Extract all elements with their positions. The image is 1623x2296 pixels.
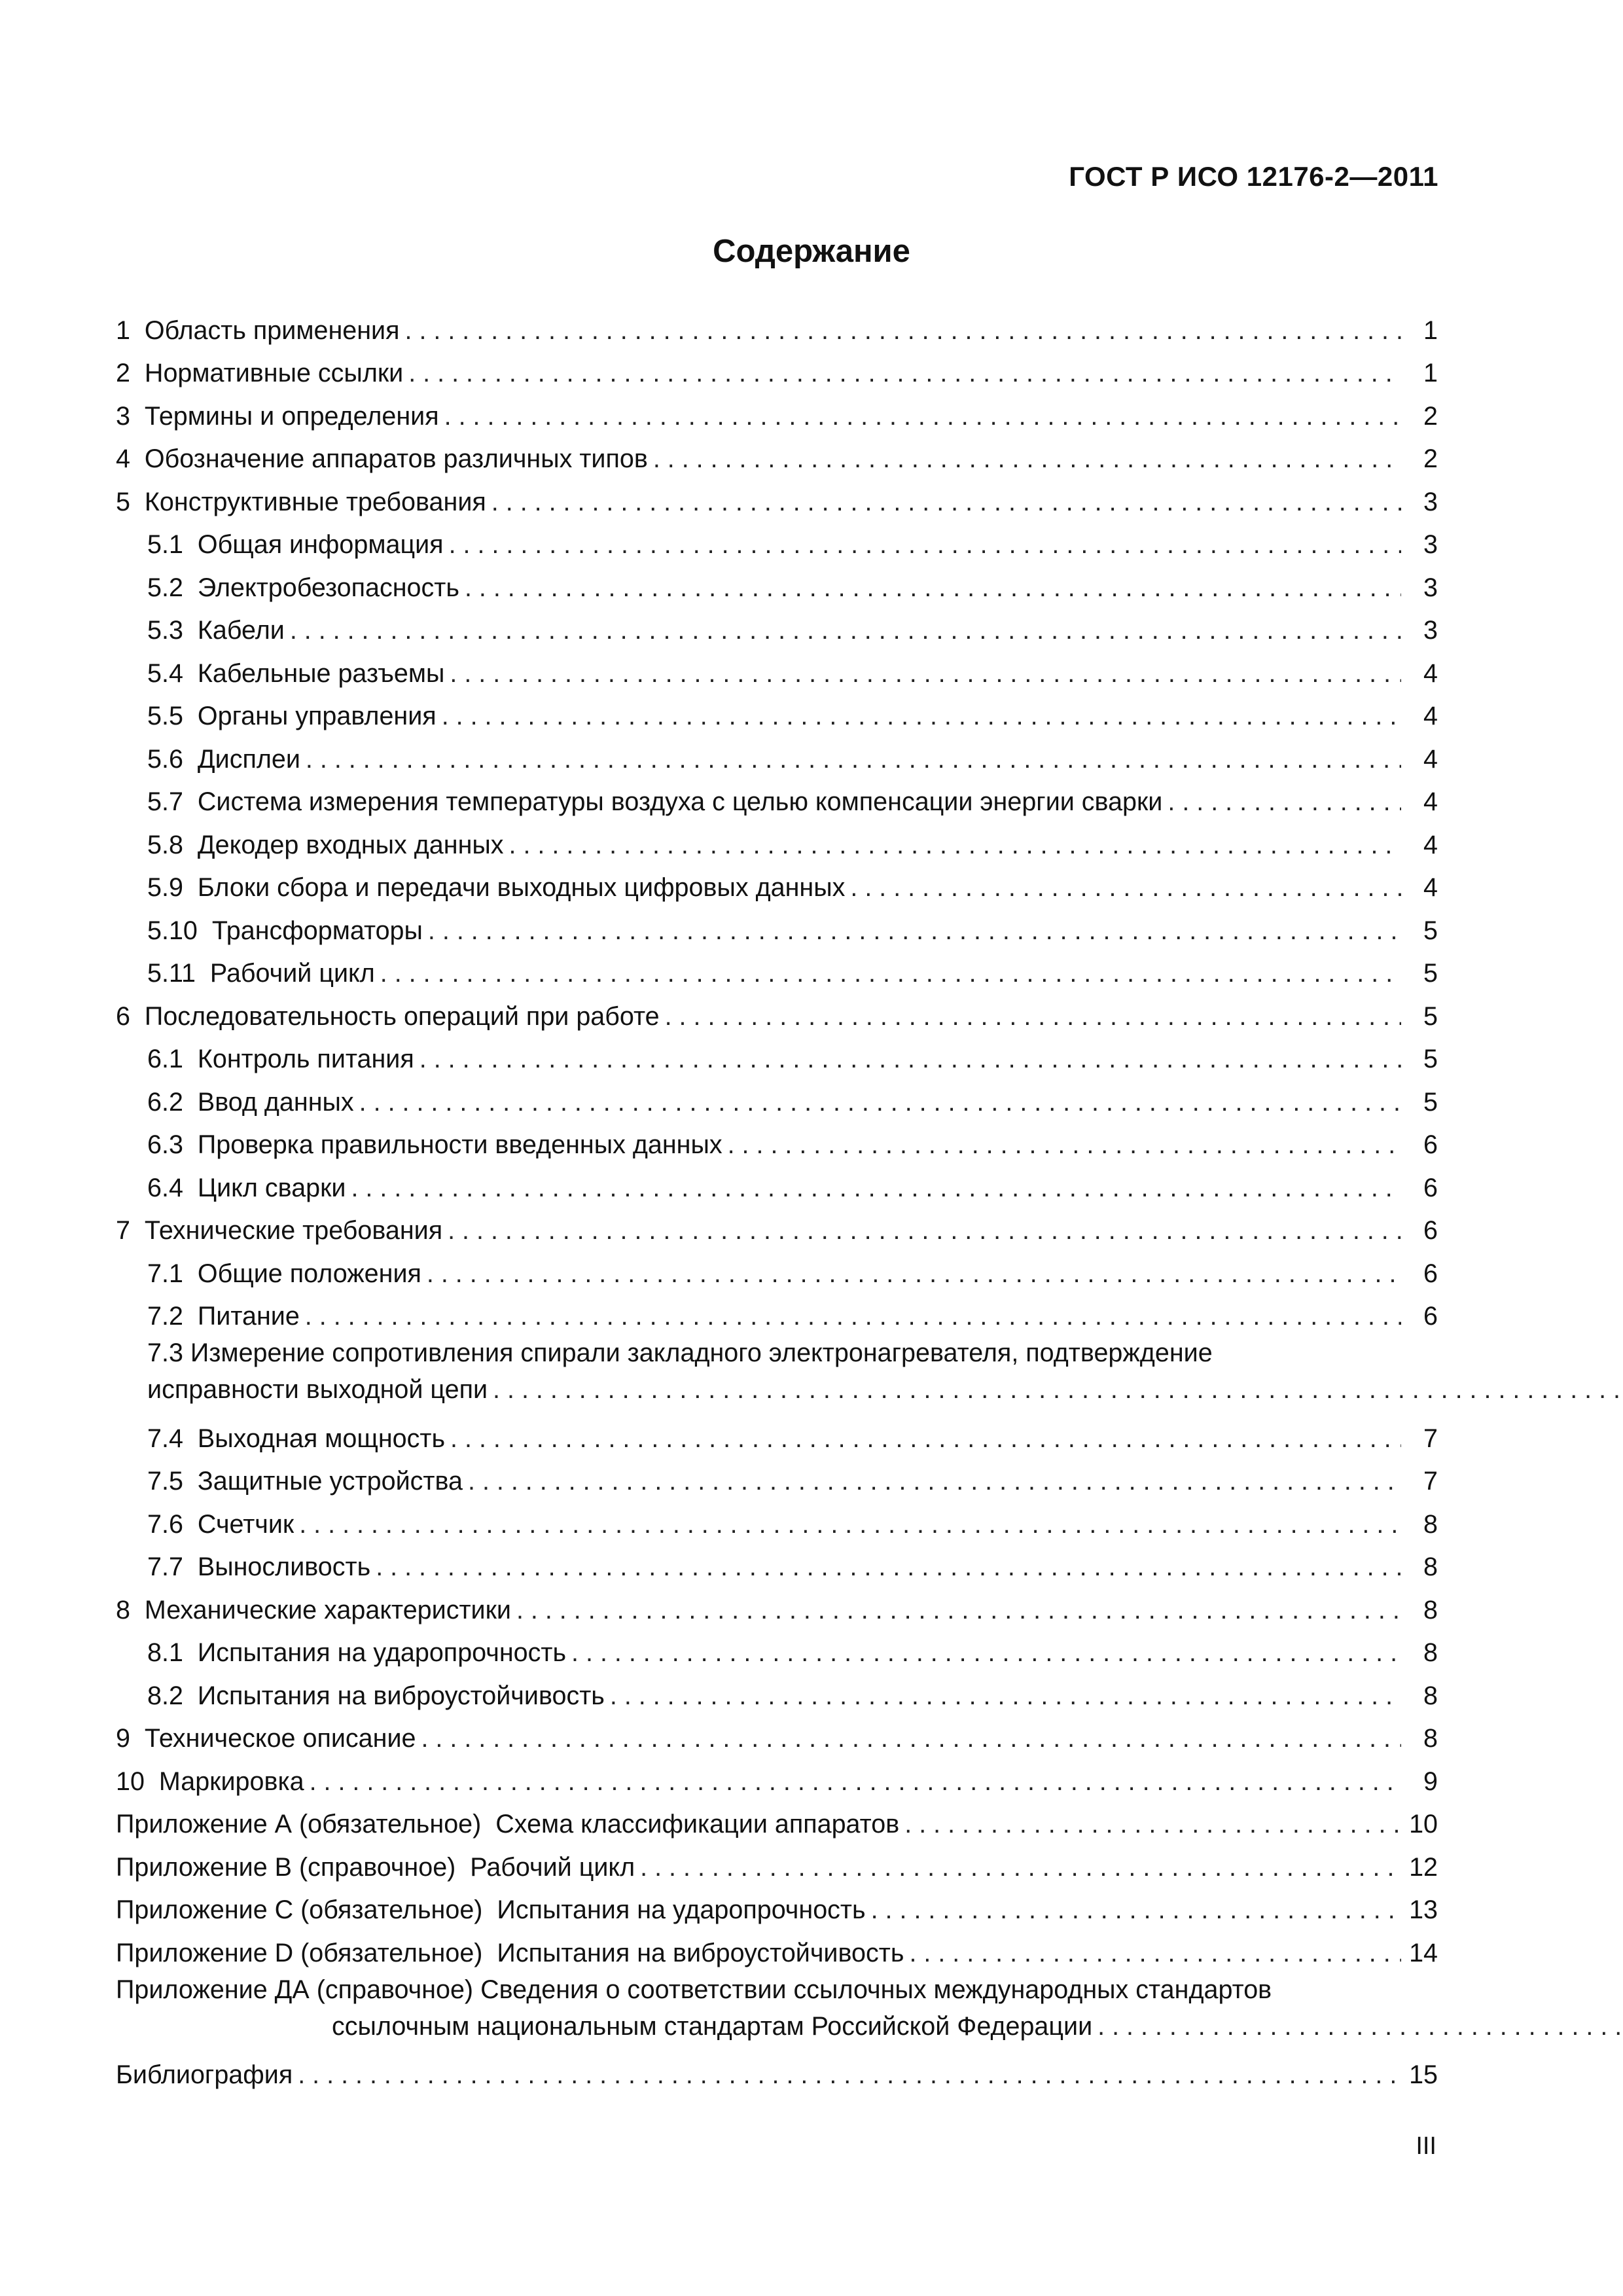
leader-dots: [298, 2059, 1401, 2090]
leader-dots: [306, 744, 1401, 775]
toc-entry-page: 4: [1423, 658, 1438, 688]
toc-entry-title: Технические требования: [144, 1216, 443, 1245]
toc-entry[interactable]: [116, 1712, 1438, 1755]
toc-entry-number: 1: [116, 315, 130, 345]
toc-entry-number: 5.7: [147, 787, 183, 816]
toc-entry-title: Электробезопасность: [197, 573, 459, 602]
toc-entry-page: 1: [1423, 315, 1438, 345]
toc-entry-number: 3: [116, 401, 130, 431]
toc-entry-page: 5: [1423, 1087, 1438, 1117]
toc-entry-number: 5.10: [147, 916, 198, 945]
toc-entry-title: Выносливость: [197, 1552, 371, 1581]
leader-dots: [359, 1086, 1401, 1118]
toc-entry-page: 5: [1423, 1045, 1438, 1073]
toc-entry-page: 7: [1423, 1424, 1438, 1453]
leader-dots: [516, 1594, 1401, 1626]
toc-entry-number: 5.3: [147, 616, 183, 645]
toc-entry-page: 5: [1423, 916, 1438, 945]
leader-dots: [449, 529, 1401, 560]
toc-entry-number: 6.4: [147, 1173, 183, 1202]
toc-entry-title: Рабочий цикл: [209, 959, 375, 988]
leader-dots: [665, 1001, 1401, 1032]
toc-entry[interactable]: [116, 989, 1438, 1032]
leader-dots: [427, 1258, 1401, 1289]
leader-dots: [299, 1509, 1401, 1540]
toc-entry-appendix-da[interactable]: [116, 1969, 1438, 2048]
leader-dots: [491, 486, 1401, 518]
toc-entry[interactable]: [116, 903, 1438, 946]
toc-entry-title: Защитные устройства: [197, 1467, 463, 1496]
toc-entry[interactable]: [116, 560, 1438, 603]
toc-entry-number: 5.1: [147, 530, 183, 559]
toc-entry-title: Термины и определения: [144, 401, 439, 431]
toc-entry-title: Библиография: [116, 2060, 293, 2089]
toc-entry-title: Рабочий цикл: [470, 1852, 635, 1882]
toc-entry[interactable]: [116, 475, 1438, 518]
toc-entry-number: 6: [116, 1001, 130, 1031]
toc-entry[interactable]: [116, 861, 1438, 904]
leader-dots: [448, 1215, 1401, 1246]
toc-entry[interactable]: [116, 1497, 1438, 1540]
toc-entry[interactable]: [116, 518, 1438, 561]
toc-entry-number: 7.5: [147, 1467, 183, 1496]
toc-entry-page: 8: [1423, 1595, 1438, 1624]
toc-entry-number: 9: [116, 1724, 130, 1753]
leader-dots: [421, 1723, 1401, 1754]
toc-entry-number: 6.1: [147, 1045, 183, 1073]
leader-dots: [1097, 2011, 1623, 2042]
toc-entry-page: 8: [1423, 1724, 1438, 1753]
toc-entry-appendix-c[interactable]: [116, 1883, 1438, 1926]
toc-entry-number: 5.5: [147, 702, 183, 730]
toc-entry-page: 8: [1423, 1638, 1438, 1667]
toc-entry-page: 3: [1423, 616, 1438, 645]
toc-entry-page: 5: [1423, 959, 1438, 988]
leader-dots: [310, 1766, 1401, 1797]
toc-entry-title: Трансформаторы: [211, 916, 423, 945]
toc-entry-title: Сведения о соответствии ссылочных международных стандартов: [480, 1975, 1272, 2004]
toc-entry[interactable]: [116, 603, 1438, 647]
toc-entry-number: 7.7: [147, 1552, 183, 1581]
toc-entry-title: Питание: [197, 1302, 300, 1331]
toc-entry-appendix-d[interactable]: [116, 1926, 1438, 1969]
toc-entry-number: 7: [116, 1216, 130, 1245]
toc-entry-number: 5.4: [147, 658, 183, 688]
leader-dots: [904, 1808, 1401, 1840]
toc-entry-appendix-a[interactable]: [116, 1797, 1438, 1840]
toc-entry[interactable]: [116, 1583, 1438, 1626]
toc-entry-page: 7: [1423, 1467, 1438, 1496]
toc-entry-page: 1: [1423, 359, 1438, 387]
toc-entry-title: Техническое описание: [144, 1724, 416, 1753]
toc-entry-title: Проверка правильности введенных данных: [197, 1130, 722, 1159]
toc-entry[interactable]: [116, 1454, 1438, 1498]
toc-entry[interactable]: [116, 817, 1438, 861]
toc-entry[interactable]: [116, 775, 1438, 818]
toc-entry-page: 4: [1423, 873, 1438, 902]
toc-entry-page: 2: [1423, 401, 1438, 431]
toc-entry-page: 4: [1423, 787, 1438, 816]
leader-dots: [509, 829, 1401, 861]
toc-entry-appendix-b[interactable]: [116, 1840, 1438, 1883]
toc-entry-number: 8: [116, 1595, 130, 1624]
toc-entry-page: 6: [1423, 1302, 1438, 1331]
toc-entry-page: 6: [1423, 1216, 1438, 1245]
toc-entry-title: Нормативные ссылки: [144, 359, 404, 387]
toc-entry[interactable]: [116, 1289, 1438, 1333]
toc-entry-page: 8: [1423, 1552, 1438, 1581]
toc-entry-number: 5.9: [147, 873, 183, 902]
toc-entry-title: Испытания на виброустойчивость: [197, 1681, 605, 1710]
toc-entry[interactable]: [116, 1626, 1438, 1669]
toc-entry-title: Счетчик: [197, 1509, 294, 1539]
toc-entry-number: 6.3: [147, 1130, 183, 1159]
toc-entry[interactable]: [116, 646, 1438, 689]
toc-entry-title: Кабели: [197, 616, 285, 645]
leader-dots: [728, 1129, 1401, 1160]
toc-entry-title: Механические характеристики: [144, 1595, 511, 1624]
toc-entry-page: 3: [1423, 573, 1438, 602]
toc-entry[interactable]: [116, 1332, 1438, 1411]
toc-entry[interactable]: [116, 1411, 1438, 1454]
leader-dots: [405, 315, 1401, 346]
leader-dots: [640, 1852, 1401, 1883]
toc-entry-title: Последовательность операций при работе: [144, 1001, 660, 1031]
appendix-label: Приложение С (обязательное): [116, 1895, 483, 1924]
toc-entry[interactable]: [116, 1754, 1438, 1797]
toc-entry-title: Контроль питания: [197, 1045, 414, 1073]
toc-entry[interactable]: [116, 432, 1438, 475]
toc-entry[interactable]: [116, 1246, 1438, 1289]
toc-entry-number: 7.1: [147, 1259, 183, 1288]
toc-entry-title: Ввод данных: [197, 1087, 354, 1117]
appendix-label: Приложение D (обязательное): [116, 1938, 483, 1967]
toc-entry-title: Испытания на ударопрочность: [497, 1895, 866, 1924]
toc-entry[interactable]: [116, 1075, 1438, 1118]
toc-entry-page: 3: [1423, 487, 1438, 516]
leader-dots: [305, 1300, 1401, 1332]
leader-dots: [444, 401, 1401, 432]
toc-entry-title: Обозначение аппаратов различных типов: [144, 444, 648, 473]
toc-entry-number: 7.6: [147, 1509, 183, 1539]
appendix-label: Приложение А (обязательное): [116, 1810, 482, 1839]
toc-entry-page: 4: [1423, 830, 1438, 859]
toc-entry-page: 14: [1409, 1938, 1438, 1967]
toc-entry-page: 8: [1423, 1509, 1438, 1539]
toc-entry-title: Выходная мощность: [197, 1424, 446, 1453]
toc-entry-number: 2: [116, 359, 130, 387]
toc-entry-title: Испытания на виброустойчивость: [497, 1938, 904, 1967]
toc-entry[interactable]: [116, 1160, 1438, 1204]
toc-entry-title: Общая информация: [197, 530, 444, 559]
toc-entry-bibliography[interactable]: [116, 2048, 1438, 2091]
toc-entry[interactable]: [116, 303, 1438, 346]
toc-entry-number: 8.2: [147, 1681, 183, 1710]
toc-entry-page: 6: [1423, 1259, 1438, 1288]
toc-entry-page: 15: [1409, 2060, 1438, 2089]
toc-entry-page: 9: [1423, 1767, 1438, 1796]
toc-entry-title: Маркировка: [158, 1767, 304, 1796]
leader-dots: [290, 615, 1401, 646]
toc-entry-title: Область применения: [144, 315, 400, 345]
toc-entry-page: 13: [1409, 1895, 1438, 1924]
leader-dots: [376, 1551, 1401, 1583]
toc-entry-page: 2: [1423, 444, 1438, 473]
toc-entry-number: 5: [116, 487, 130, 516]
toc-entry-title: Конструктивные требования: [144, 487, 486, 516]
toc-entry[interactable]: [116, 1668, 1438, 1712]
toc-entry-title: Кабельные разъемы: [197, 658, 445, 688]
toc-entry[interactable]: [116, 1204, 1438, 1247]
page-number: III: [1416, 2132, 1436, 2160]
leader-dots: [419, 1043, 1401, 1075]
toc-entry-number: 4: [116, 444, 130, 473]
toc-entry-title: Декодер входных данных: [197, 830, 504, 859]
toc-entry-title-continued: исправности выходной цепи: [147, 1375, 488, 1404]
leader-dots: [450, 1423, 1401, 1454]
leader-dots: [408, 357, 1401, 389]
toc-entry-title: Испытания на ударопрочность: [197, 1638, 567, 1667]
leader-dots: [380, 958, 1401, 989]
leader-dots: [493, 1374, 1623, 1405]
toc-entry-title-continued: ссылочным национальным стандартам Российской Федерации: [332, 2011, 1093, 2041]
toc-entry-number: 6.2: [147, 1087, 183, 1117]
leader-dots: [1168, 786, 1401, 817]
toc-entry-page: 4: [1423, 702, 1438, 730]
toc-entry-page: 8: [1423, 1681, 1438, 1710]
toc-entry-number: 5.11: [147, 959, 196, 988]
toc-entry-number: 7.2: [147, 1302, 183, 1331]
leader-dots: [653, 443, 1401, 475]
toc-entry-title: Измерение сопротивления спирали закладного электронагревателя, подтверждение: [190, 1338, 1213, 1367]
toc-entry-number: 5.6: [147, 744, 183, 774]
leader-dots: [850, 872, 1401, 903]
table-of-contents: [116, 303, 1438, 2090]
appendix-label: Приложение ДА (справочное): [116, 1975, 474, 2004]
leader-dots: [465, 572, 1401, 603]
leader-dots: [871, 1894, 1401, 1926]
leader-dots: [450, 658, 1401, 689]
toc-entry-number: 10: [116, 1767, 145, 1796]
toc-entry-title: Дисплеи: [197, 744, 300, 774]
toc-entry[interactable]: [116, 1032, 1438, 1075]
leader-dots: [351, 1172, 1401, 1204]
toc-entry-title: Система измерения температуры воздуха с целью компенсации энергии сварки: [197, 787, 1163, 816]
toc-entry-title: Общие положения: [197, 1259, 421, 1288]
toc-entry[interactable]: [116, 346, 1438, 389]
toc-entry-number: 5.8: [147, 830, 183, 859]
toc-title: Содержание: [713, 234, 910, 269]
toc-entry-page: 3: [1423, 530, 1438, 559]
toc-entry-title: Органы управления: [197, 702, 437, 730]
toc-entry[interactable]: [116, 1540, 1438, 1583]
toc-entry-title: Схема классификации аппаратов: [495, 1810, 900, 1839]
leader-dots: [909, 1937, 1401, 1969]
toc-entry-number: 7.4: [147, 1424, 183, 1453]
toc-entry-page: 5: [1423, 1001, 1438, 1031]
toc-entry-page: 10: [1409, 1810, 1438, 1839]
toc-entry-page: 6: [1423, 1173, 1438, 1202]
standard-code: ГОСТ Р ИСО 12176-2—2011: [1069, 161, 1438, 192]
toc-entry-number: 7.3: [147, 1338, 183, 1367]
toc-entry[interactable]: [116, 389, 1438, 432]
appendix-label: Приложение В (справочное): [116, 1852, 456, 1882]
leader-dots: [468, 1465, 1401, 1497]
toc-entry-page: 4: [1423, 744, 1438, 774]
toc-entry-number: 5.2: [147, 573, 183, 602]
toc-entry-title: Блоки сбора и передачи выходных цифровых данных: [197, 873, 846, 902]
toc-entry[interactable]: [116, 689, 1438, 732]
toc-entry-page: 12: [1409, 1852, 1438, 1882]
leader-dots: [610, 1680, 1401, 1712]
toc-entry-number: 8.1: [147, 1638, 183, 1667]
leader-dots: [442, 700, 1401, 732]
toc-entry-page: 6: [1423, 1130, 1438, 1159]
toc-entry[interactable]: [116, 732, 1438, 775]
toc-entry[interactable]: [116, 1118, 1438, 1161]
leader-dots: [571, 1637, 1401, 1668]
toc-entry-title: Цикл сварки: [197, 1173, 346, 1202]
toc-entry[interactable]: [116, 946, 1438, 990]
leader-dots: [428, 915, 1401, 946]
